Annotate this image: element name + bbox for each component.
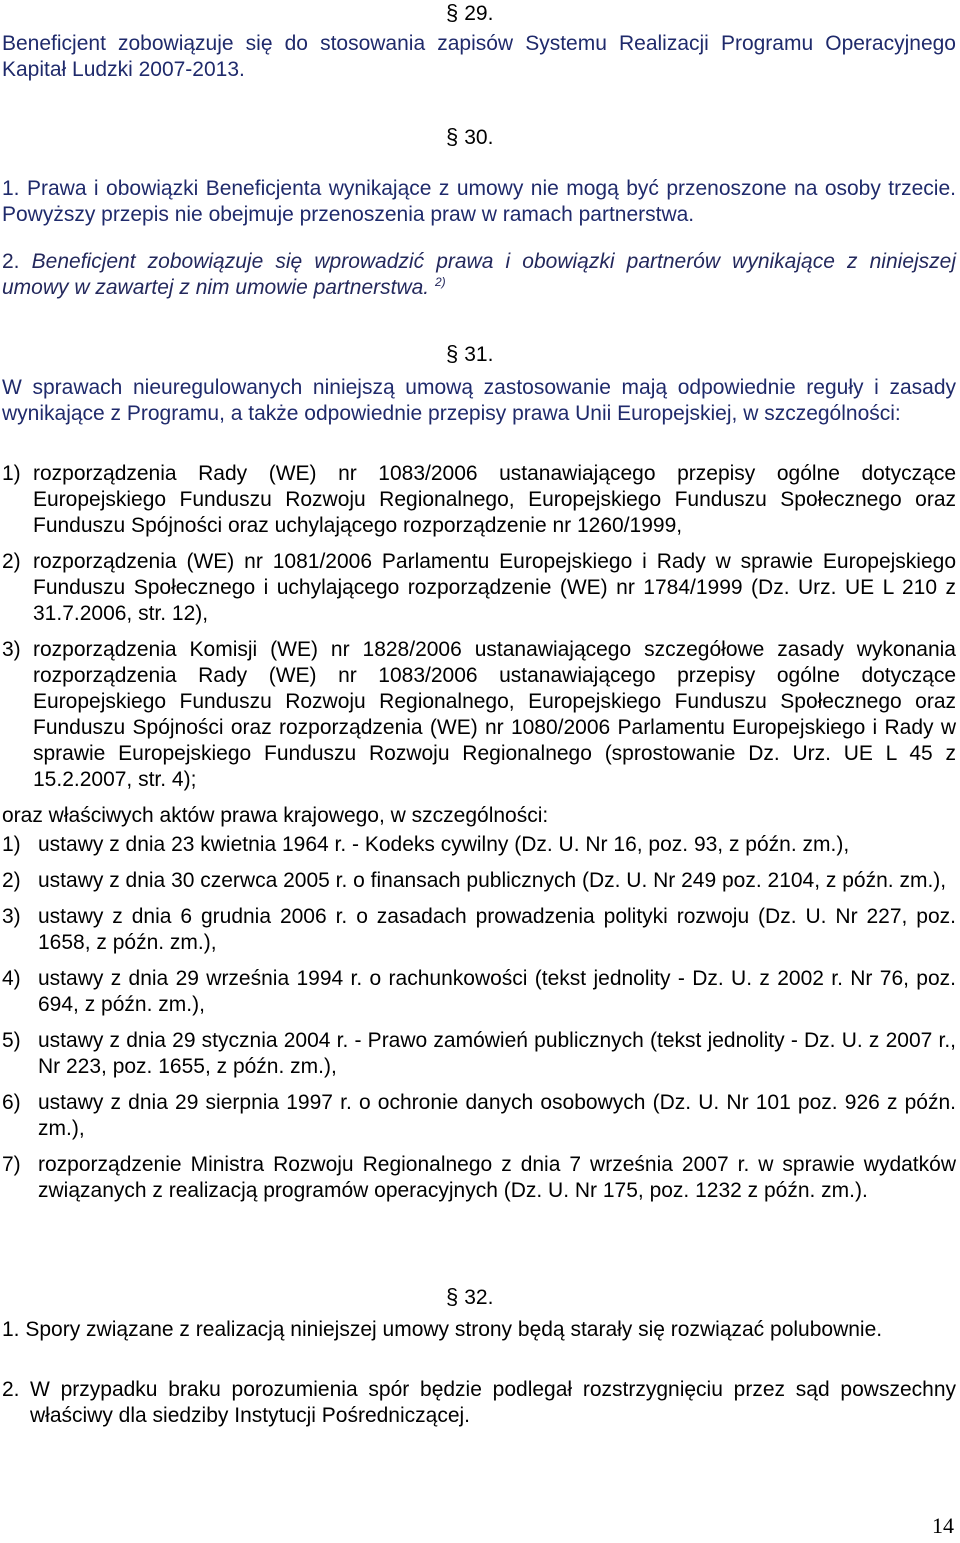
list-item [2, 1028, 956, 1080]
list-item-number: 5) [2, 1029, 21, 1052]
list-item-number: 2) [2, 550, 21, 573]
list-item-number: 3) [2, 905, 21, 928]
list-item-number: 2) [2, 869, 21, 892]
list-item-number: 4) [2, 967, 21, 990]
list-item-text: ustawy z dnia 29 sierpnia 1997 r. o ochronie danych osobowych (Dz. U. Nr 101 poz. 926 z późn. zm.), [38, 1091, 956, 1140]
section-number: 32. [464, 1286, 494, 1309]
section-32-point-2 [2, 1377, 956, 1429]
paragraph-symbol: § [446, 0, 459, 25]
point-text: Spory związane z realizacją niniejszej umowy strony będą starały się rozwiązać polubownie. [25, 1318, 883, 1341]
section-30-point-1 [2, 176, 956, 228]
list-item [2, 868, 956, 894]
section-31-intro: W sprawach nieuregulowanych niniejszą umową zastosowanie mają odpowiednie reguły i zasady wynikające z Programu, a także odpowiednie przepisy prawa Unii Europejskiej, w szczególności: [2, 376, 956, 425]
list-item-text: ustawy z dnia 29 września 1994 r. o rachunkowości (tekst jednolity - Dz. U. z 2002 r. Nr 76, poz. 694, z późn. zm.), [38, 967, 956, 1016]
point-text: Beneficjent zobowiązuje się wprowadzić prawa i obowiązki partnerów wynikające z niniejszej umowy w zawartej z nim umowie partnerstwa. [2, 250, 957, 299]
list-item-number: 7) [2, 1153, 21, 1176]
paragraph-symbol: § [446, 1284, 459, 1309]
section-30-point-2 [2, 249, 956, 301]
paragraph-symbol: § [446, 341, 459, 366]
list-item [2, 904, 956, 956]
point-number: 2. [2, 250, 20, 273]
list-item-text: rozporządzenia Komisji (WE) nr 1828/2006 ustanawiającego szczegółowe zasady wykonania rozporządzenia Rady (WE) nr 1083/2006 ustanawiającego przepisy ogólne dotyczące Europejskiego Funduszu Rozwoju Regionalnego, Europejskiego Funduszu Społecznego oraz Funduszu Spójności oraz rozporządzenia (WE) nr 1080/2006 Parlamentu Europejskiego i Rady w sprawie Europejskiego Funduszu Rozwoju Regionalnego (sprostowanie Dz. Urz. UE L 45 z 15.2.2007, str. 4); [33, 638, 956, 791]
section-29-heading [446, 0, 493, 27]
list-item-text: ustawy z dnia 29 stycznia 2004 r. - Prawo zamówień publicznych (tekst jednolity - Dz. U. z 2007 r., Nr 223, poz. 1655, z późn. zm.), [38, 1029, 956, 1078]
list-item-number: 6) [2, 1091, 21, 1114]
national-acts-list [2, 832, 956, 1204]
footnote-marker: 2) [434, 275, 446, 289]
paragraph-symbol: § [446, 124, 459, 149]
section-number: 29. [464, 2, 494, 25]
point-text: Prawa i obowiązki Beneficjenta wynikające z umowy nie mogą być przenoszone na osoby trzecie. Powyższy przepis nie obejmuje przenoszenia praw w ramach partnerstwa. [2, 177, 956, 226]
list-item [2, 549, 956, 627]
list-item-text: rozporządzenia Rady (WE) nr 1083/2006 ustanawiającego przepisy ogólne dotyczące Europejskiego Funduszu Rozwoju Regionalnego, Europejskiego Funduszu Społecznego oraz Funduszu Spójności oraz uchylającego rozporządzenie nr 1260/1999, [33, 462, 956, 537]
list-item-number: 3) [2, 638, 21, 661]
list-item [2, 1090, 956, 1142]
point-number: 1. [2, 1318, 20, 1341]
point-number: 2. [2, 1378, 20, 1401]
list-item-text: rozporządzenie Ministra Rozwoju Regionalnego z dnia 7 września 2007 r. w sprawie wydatków związanych z realizacją programów operacyjnych (Dz. U. Nr 175, poz. 1232 z późn. zm.). [38, 1153, 956, 1202]
list-item-number: 1) [2, 833, 21, 856]
page-number: 14 [932, 1513, 954, 1538]
section-32-heading [446, 1284, 493, 1311]
list-item [2, 832, 956, 858]
section-number: 31. [464, 343, 494, 366]
list-item [2, 1152, 956, 1204]
list-item [2, 461, 956, 539]
point-text: W przypadku braku porozumienia spór będzie podlegał rozstrzygnięciu przez sąd powszechny właściwy dla siedziby Instytucji Pośredniczącej. [30, 1378, 956, 1427]
section-29-text: Beneficjent zobowiązuje się do stosowania zapisów Systemu Realizacji Programu Operacyjnego Kapitał Ludzki 2007-2013. [2, 32, 956, 81]
section-32-point-1 [2, 1317, 956, 1343]
national-acts-intro: oraz właściwych aktów prawa krajowego, w szczególności: [2, 804, 549, 827]
section-number: 30. [464, 126, 494, 149]
section-30-heading [446, 124, 493, 151]
list-item-text: rozporządzenia (WE) nr 1081/2006 Parlamentu Europejskiego i Rady w sprawie Europejskiego Funduszu Społecznego i uchylającego rozporządzenie (WE) nr 1784/1999 (Dz. Urz. UE L 210 z 31.7.2006, str. 12), [33, 550, 956, 625]
list-item-text: ustawy z dnia 30 czerwca 2005 r. o finansach publicznych (Dz. U. Nr 249 poz. 2104, z późn. zm.), [38, 869, 947, 892]
point-number: 1. [2, 177, 20, 200]
eu-regulations-list [2, 461, 956, 793]
list-item [2, 637, 956, 793]
list-item-text: ustawy z dnia 6 grudnia 2006 r. o zasadach prowadzenia polityki rozwoju (Dz. U. Nr 227, poz. 1658, z późn. zm.), [38, 905, 956, 954]
section-31-heading [446, 341, 493, 368]
list-item [2, 966, 956, 1018]
list-item-text: ustawy z dnia 23 kwietnia 1964 r. - Kodeks cywilny (Dz. U. Nr 16, poz. 93, z późn. zm.), [38, 833, 850, 856]
list-item-number: 1) [2, 462, 21, 485]
